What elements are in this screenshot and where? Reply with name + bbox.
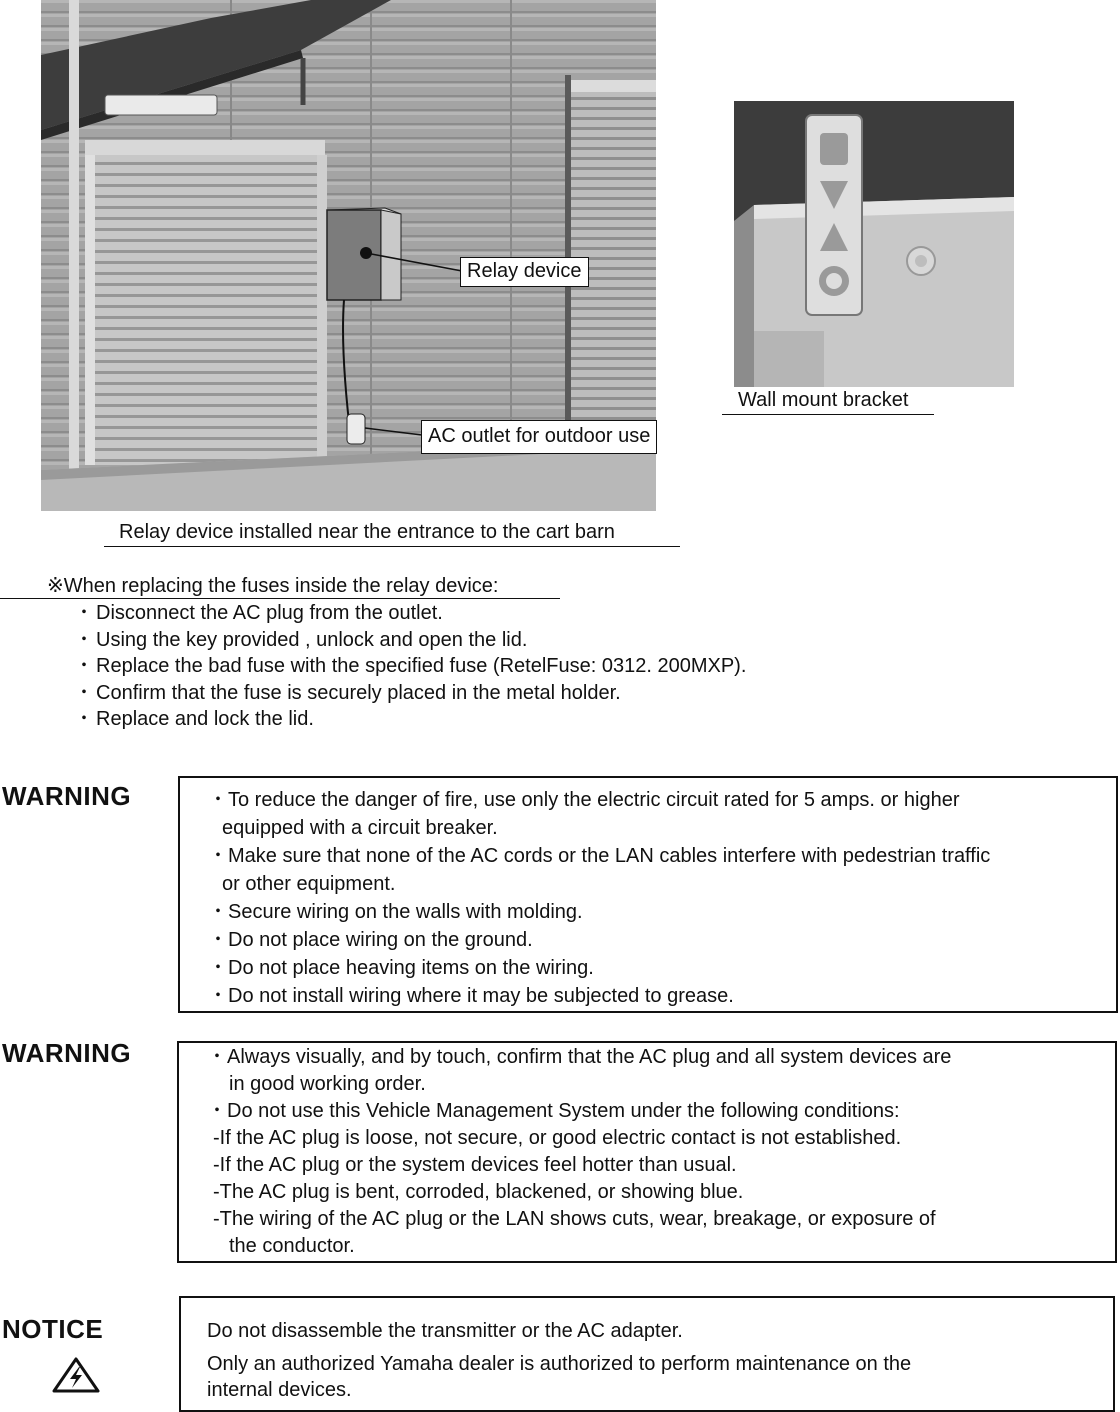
warning-label-2: WARNING bbox=[2, 1038, 132, 1068]
warning-line: -If the AC plug is loose, not secure, or good electric contact is not established. bbox=[213, 1127, 902, 1149]
warning-line: in good working order. bbox=[229, 1073, 426, 1095]
step-item: ・ Using the key provided , unlock and open the lid. bbox=[74, 627, 746, 654]
notice-box bbox=[179, 1296, 1115, 1412]
warning-box-ac-plug bbox=[177, 1041, 1117, 1263]
notice-line: Only an authorized Yamaha dealer is authorized to perform maintenance on the bbox=[207, 1353, 912, 1375]
fuse-replacement-title: ※When replacing the fuses inside the relay device: bbox=[0, 573, 560, 599]
warning-line: ・ Make sure that none of the AC cords or the LAN cables interfere with pedestrian traffic bbox=[208, 842, 1116, 870]
ac-outlet-callout: AC outlet for outdoor use bbox=[421, 420, 657, 454]
warning-line: ・ To reduce the danger of fire, use only the electric circuit rated for 5 amps. or higher bbox=[208, 786, 1116, 814]
warning-line: the conductor. bbox=[229, 1235, 355, 1257]
warning-line: ・ Do not use this Vehicle Management System under the following conditions: bbox=[207, 1098, 1115, 1125]
warning-line: -The AC plug is bent, corroded, blackened, or showing blue. bbox=[213, 1181, 744, 1203]
notice-label: NOTICE bbox=[2, 1314, 104, 1344]
warning-line: or other equipment. bbox=[222, 873, 396, 895]
wall-mount-bracket-photo bbox=[734, 101, 1014, 387]
relay-device-callout: Relay device bbox=[460, 257, 589, 287]
warning-label-1: WARNING bbox=[2, 781, 132, 811]
warning-line: ・ Secure wiring on the walls with molding. bbox=[208, 898, 1116, 926]
step-item: ・ Replace the bad fuse with the specified fuse (RetelFuse: 0312. 200MXP). bbox=[74, 653, 746, 680]
fuse-replacement-steps bbox=[74, 600, 746, 733]
wall-mount-bracket-caption: Wall mount bracket bbox=[722, 389, 934, 415]
warning-line: -The wiring of the AC plug or the LAN shows cuts, wear, breakage, or exposure of bbox=[213, 1208, 936, 1230]
warning-box-fire bbox=[178, 776, 1118, 1013]
warning-line: ・ Do not install wiring where it may be subjected to grease. bbox=[208, 982, 1116, 1010]
warning-line: -If the AC plug or the system devices feel hotter than usual. bbox=[213, 1154, 737, 1176]
warning-line: equipped with a circuit breaker. bbox=[222, 817, 498, 839]
notice-line: Do not disassemble the transmitter or the AC adapter. bbox=[207, 1320, 683, 1342]
step-item: ・ Replace and lock the lid. bbox=[74, 706, 746, 733]
warning-line: ・ Do not place wiring on the ground. bbox=[208, 926, 1116, 954]
step-item: ・ Disconnect the AC plug from the outlet. bbox=[74, 600, 746, 627]
garage-photo-caption: Relay device installed near the entrance to the cart barn bbox=[104, 521, 680, 547]
step-item: ・ Confirm that the fuse is securely placed in the metal holder. bbox=[74, 680, 746, 707]
notice-line: internal devices. bbox=[207, 1379, 352, 1401]
warning-line: ・ Always visually, and by touch, confirm that the AC plug and all system devices are bbox=[207, 1044, 1115, 1071]
electrical-hazard-icon bbox=[52, 1357, 100, 1393]
warning-line: ・ Do not place heaving items on the wiring. bbox=[208, 954, 1116, 982]
